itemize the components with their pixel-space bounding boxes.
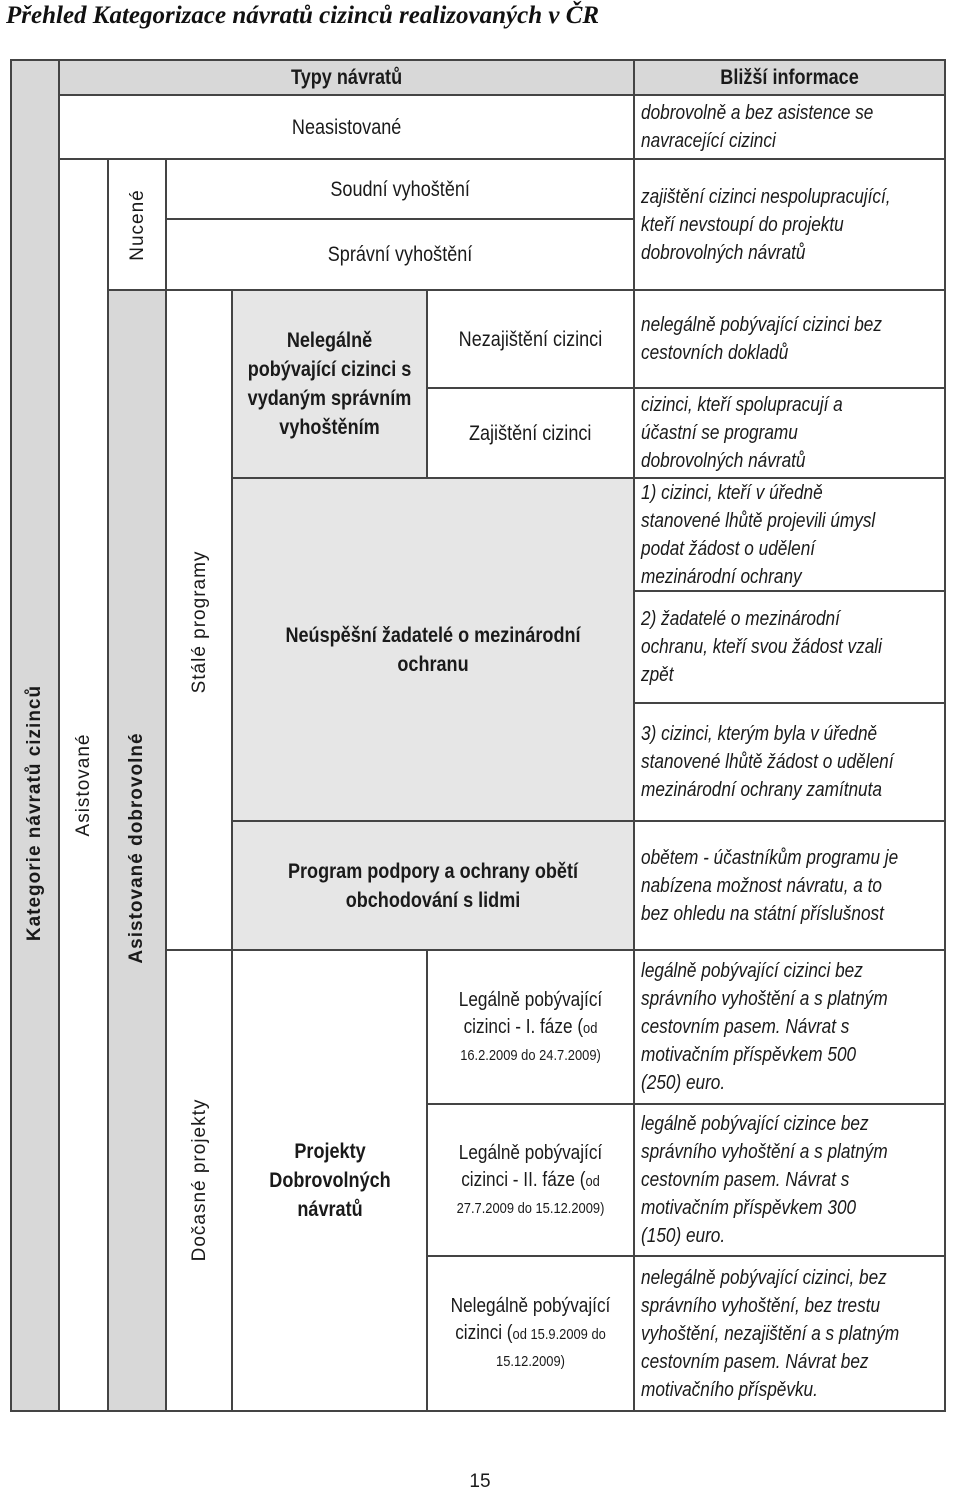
unassisted-info-text: dobrovolně a bez asistence se navracející cizinci (641, 102, 874, 152)
projects-group (233, 951, 428, 1410)
judicial-expulsion-label: Soudní vyhoštění (330, 177, 470, 201)
forced-info-text: zajištění cizinci nespolupracující, kteří nevstoupí do projektu dobrovolných návratů (641, 185, 891, 264)
assisted-label: Asistované (73, 733, 94, 837)
not-detained-label: Nezajištění cizinci (458, 327, 603, 351)
project-illegal-label: Nelegálně pobývající cizinci ( (450, 1295, 611, 1344)
permanent-programs-label: Stálé programy (189, 550, 210, 694)
permanent-programs-column (167, 291, 233, 951)
trafficking-group (233, 822, 635, 951)
forced-label: Nucené (127, 189, 148, 261)
asylum-info-3 (635, 704, 944, 822)
judicial-expulsion (167, 160, 635, 220)
project-illegal (428, 1257, 635, 1410)
category-column (12, 61, 60, 1410)
asylum-info-2-text: 2) žadatelé o mezinárodní ochranu, kteří svou žádost vzali zpět (641, 608, 882, 686)
asylum-info-3-text: 3) cizinci, kterým byla v úředně stanovené lhůtě žádost o udělení mezinárodní ochrany zamítnuta (641, 723, 894, 801)
asylum-group (233, 479, 635, 822)
project-illegal-info-text: nelegálně pobývající cizinci, bez správního vyhoštění, bez trestu vyhoštění, nezajištění a s platným cestovním pasem. Návrat bez motivačního příspěvku. (641, 1266, 900, 1401)
header-info (635, 61, 944, 96)
administrative-expulsion-label: Správní vyhoštění (327, 243, 473, 266)
assisted-voluntary-label: Asistované dobrovolné (126, 732, 147, 964)
administrative-expulsion (167, 220, 635, 291)
detained-label: Zajištění cizinci (469, 421, 592, 445)
project-phase-2 (428, 1105, 635, 1257)
trafficking-info (635, 822, 944, 951)
project-phase-1 (428, 951, 635, 1105)
project-phase-1-info-text: legálně pobývající cizinci bez správního vyhoštění a s platným cestovním pasem. Návrat s motivačním příspěvkem 500 (250) euro. (641, 960, 888, 1094)
header-info-label: Bližší informace (720, 65, 859, 89)
project-phase-2-info (635, 1105, 944, 1257)
asylum-group-label: Neúspěšní žadatelé o mezinárodní ochranu (285, 623, 581, 676)
assisted-column (60, 160, 109, 1410)
detained (428, 389, 635, 479)
asylum-info-1 (635, 479, 944, 592)
not-detained (428, 291, 635, 389)
header-types (60, 61, 635, 96)
project-phase-2-info-text: legálně pobývající cizince bez správního vyhoštění a s platným cestovním pasem. Návrat s motivačním příspěvkem 300 (150) euro. (641, 1113, 888, 1247)
project-phase-1-label: Legálně pobývající cizinci - I. fáze ( (458, 988, 603, 1038)
project-phase-1-info (635, 951, 944, 1105)
not-detained-info (635, 291, 944, 389)
header-types-label: Typy návratů (290, 65, 403, 89)
asylum-info-2 (635, 592, 944, 704)
detained-info (635, 389, 944, 479)
asylum-info-1-text: 1) cizinci, kteří v úředně stanovené lhůtě projevili úmysl podat žádost o udělení mezinárodní ochrany (641, 481, 876, 588)
temporary-projects-label: Dočasné projekty (189, 1098, 210, 1262)
project-phase-2-dates: od 27.7.2009 do 15.12.2009) (456, 1172, 605, 1217)
trafficking-info-text: obětem - účastníkům programu je nabízena možnost návratu, a to bez ohledu na státní příslušnost (641, 846, 899, 925)
forced-info (635, 160, 944, 291)
detained-info-text: cizinci, kteří spolupracují a účastní se programu dobrovolných návratů (641, 394, 843, 472)
unassisted-type-label: Neasistované (291, 115, 402, 139)
not-detained-info-text: nelegálně pobývající cizinci bez cestovních dokladů (641, 314, 882, 364)
return-categories-table (10, 59, 946, 1412)
forced-column (109, 160, 167, 291)
project-illegal-info (635, 1257, 944, 1410)
project-phase-1-dates: od 16.2.2009 do 24.7.2009) (460, 1019, 601, 1064)
unassisted-type (60, 96, 635, 160)
page-number: 15 (469, 1471, 491, 1492)
project-illegal-dates: od 15.9.2009 do 15.12.2009) (496, 1326, 606, 1370)
page-title: Přehled Kategorizace návratů cizinců realizovaných v ČR (6, 2, 600, 29)
assisted-voluntary-column (109, 291, 167, 1410)
temporary-projects-column (167, 951, 233, 1410)
category-label: Kategorie návratů cizinců (24, 684, 45, 942)
trafficking-group-label: Program podpory a ochrany obětí obchodování s lidmi (287, 859, 579, 912)
illegal-expelled-group-label: Nelegálně pobývající cizinci s vydaným správním vyhoštěním (247, 329, 412, 439)
projects-group-label: Projekty Dobrovolných návratů (268, 1140, 391, 1221)
project-phase-2-label: Legálně pobývající cizinci - II. fáze ( (458, 1141, 603, 1191)
illegal-expelled-group (233, 291, 428, 479)
unassisted-info (635, 96, 944, 160)
